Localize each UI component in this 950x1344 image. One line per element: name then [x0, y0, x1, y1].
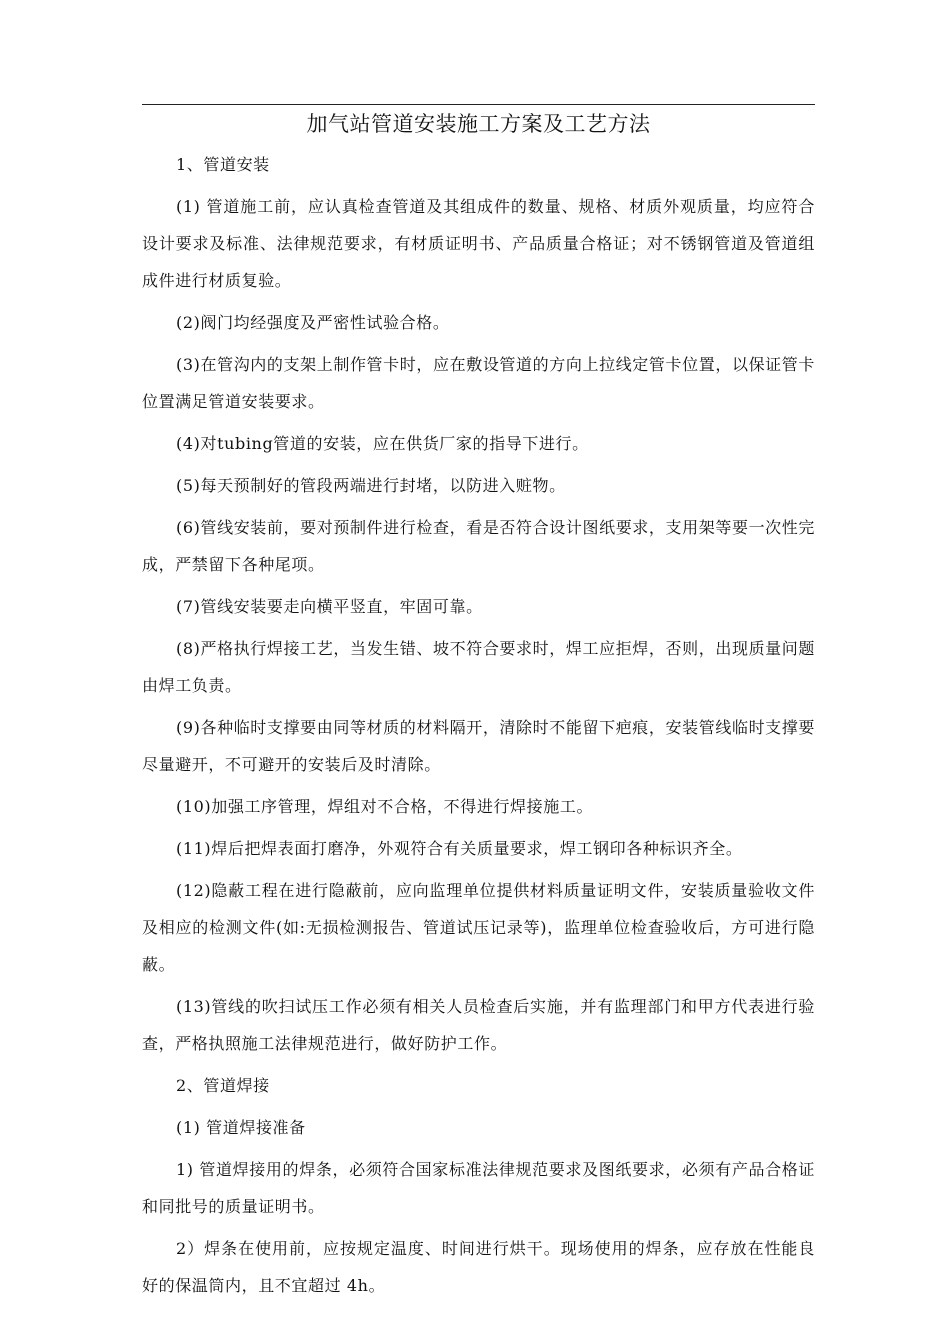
- paragraph-item-6: (6)管线安装前，要对预制件进行检查，看是否符合设计图纸要求，支用架等要一次性完成，严禁留下各种尾项。: [142, 518, 815, 574]
- section-heading-pipe-welding: 2、管道焊接: [176, 1076, 270, 1095]
- paragraph-item-4: (4)对tubing管道的安装，应在供货厂家的指导下进行。: [176, 434, 589, 453]
- subsection-heading-welding-preparation: (1) 管道焊接准备: [176, 1118, 306, 1137]
- paragraph-welding-rod-drying: 2）焊条在使用前，应按规定温度、时间进行烘干。现场使用的焊条，应存放在性能良好的保温筒内，且不宜超过 4h。: [142, 1239, 815, 1295]
- header-rule: [142, 104, 815, 105]
- paragraph-welding-rod-requirements: 1) 管道焊接用的焊条，必须符合国家标准法律规范要求及图纸要求，必须有产品合格证和同批号的质量证明书。: [142, 1160, 815, 1216]
- paragraph-item-11: (11)焊后把焊表面打磨净，外观符合有关质量要求，焊工钢印各种标识齐全。: [176, 839, 743, 858]
- document-title: 加气站管道安装施工方案及工艺方法: [306, 112, 651, 136]
- paragraph-item-9: (9)各种临时支撑要由同等材质的材料隔开，清除时不能留下疤痕，安装管线临时支撑要尽量避开，不可避开的安装后及时清除。: [142, 718, 815, 774]
- section-heading-pipe-installation: 1、管道安装: [176, 155, 270, 174]
- paragraph-item-13: (13)管线的吹扫试压工作必须有相关人员检查后实施，并有监理部门和甲方代表进行验查，严格执照施工法律规范进行，做好防护工作。: [142, 997, 815, 1053]
- paragraph-item-8: (8)严格执行焊接工艺，当发生错、坡不符合要求时，焊工应拒焊，否则，出现质量问题由焊工负责。: [142, 639, 815, 695]
- document-body: [142, 146, 815, 1309]
- paragraph-item-3: (3)在管沟内的支架上制作管卡时，应在敷设管道的方向上拉线定管卡位置，以保证管卡位置满足管道安装要求。: [142, 355, 815, 411]
- paragraph-item-5: (5)每天预制好的管段两端进行封堵，以防进入赃物。: [176, 476, 566, 495]
- paragraph-item-7: (7)管线安装要走向横平竖直，牢固可靠。: [176, 597, 483, 616]
- paragraph-item-1: (1) 管道施工前，应认真检查管道及其组成件的数量、规格、材质外观质量，均应符合设计要求及标准、法律规范要求，有材质证明书、产品质量合格证；对不锈钢管道及管道组成件进行材质复验。: [142, 197, 815, 290]
- paragraph-item-12: (12)隐蔽工程在进行隐蔽前，应向监理单位提供材料质量证明文件，安装质量验收文件及相应的检测文件(如:无损检测报告、管道试压记录等)，监理单位检查验收后，方可进行隐蔽。: [142, 881, 815, 974]
- paragraph-item-2: (2)阀门均经强度及严密性试验合格。: [176, 313, 450, 332]
- paragraph-item-10: (10)加强工序管理，焊组对不合格，不得进行焊接施工。: [176, 797, 594, 816]
